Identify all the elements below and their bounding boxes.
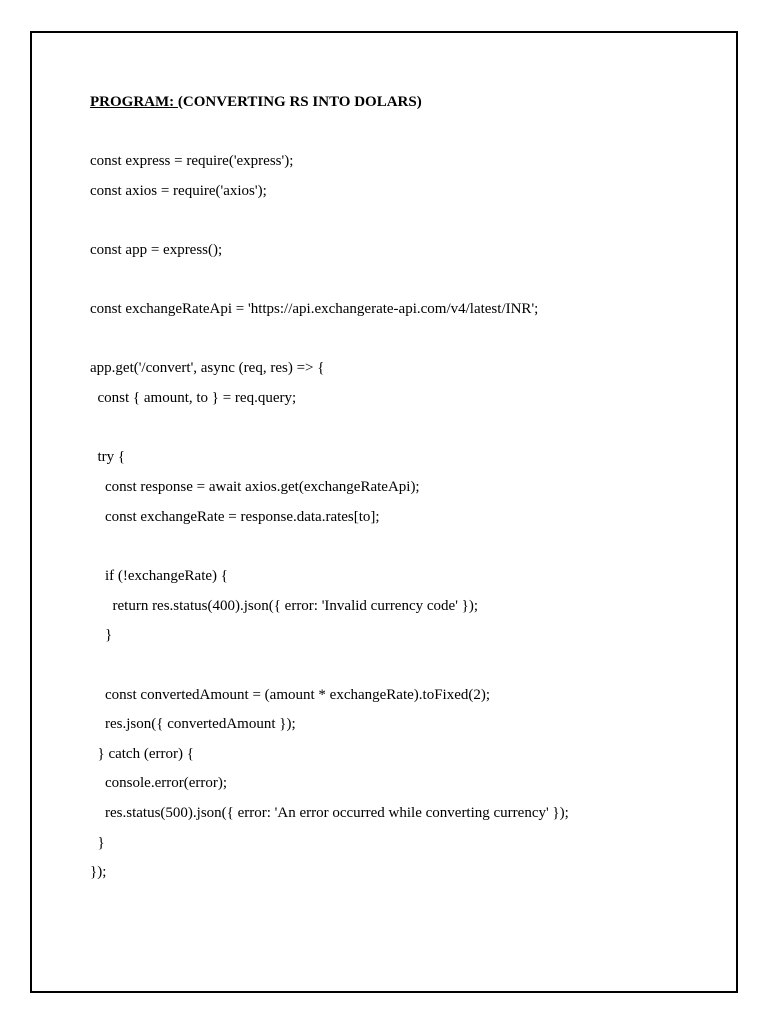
code-line: return res.status(400).json({ error: 'Invalid currency code' });	[90, 597, 479, 614]
code-line	[90, 536, 569, 566]
heading-text: (CONVERTING RS INTO DOLARS)	[177, 94, 422, 110]
code-line	[90, 329, 569, 359]
code-line	[90, 210, 569, 240]
code-line: res.status(500).json({ error: 'An error occurred while converting currency' });	[90, 805, 569, 822]
code-line: try {	[90, 449, 126, 466]
code-block	[90, 151, 569, 892]
code-line: });	[90, 864, 107, 881]
code-line: }	[90, 834, 105, 851]
code-line: const { amount, to } = req.query;	[90, 390, 297, 407]
code-line: const axios = require('axios');	[90, 182, 267, 199]
code-line: res.json({ convertedAmount });	[90, 716, 296, 733]
heading-label: PROGRAM:	[90, 94, 178, 110]
code-line: const app = express();	[90, 241, 223, 258]
code-line: const exchangeRateApi = 'https://api.exchangerate-api.com/v4/latest/INR';	[90, 301, 539, 318]
code-line: if (!exchangeRate) {	[90, 567, 228, 584]
code-line	[90, 655, 569, 685]
code-line	[90, 270, 569, 300]
code-line	[90, 418, 569, 448]
code-line: app.get('/convert', async (req, res) => {	[90, 360, 325, 377]
code-line: const response = await axios.get(exchangeRateApi);	[90, 479, 420, 496]
program-heading	[90, 92, 422, 112]
code-line: }	[90, 627, 113, 644]
code-line: } catch (error) {	[90, 745, 194, 762]
code-line: const exchangeRate = response.data.rates[to];	[90, 508, 380, 525]
code-line: const convertedAmount = (amount * exchangeRate).toFixed(2);	[90, 686, 491, 703]
code-line: const express = require('express');	[90, 153, 294, 169]
code-line: console.error(error);	[90, 775, 228, 792]
